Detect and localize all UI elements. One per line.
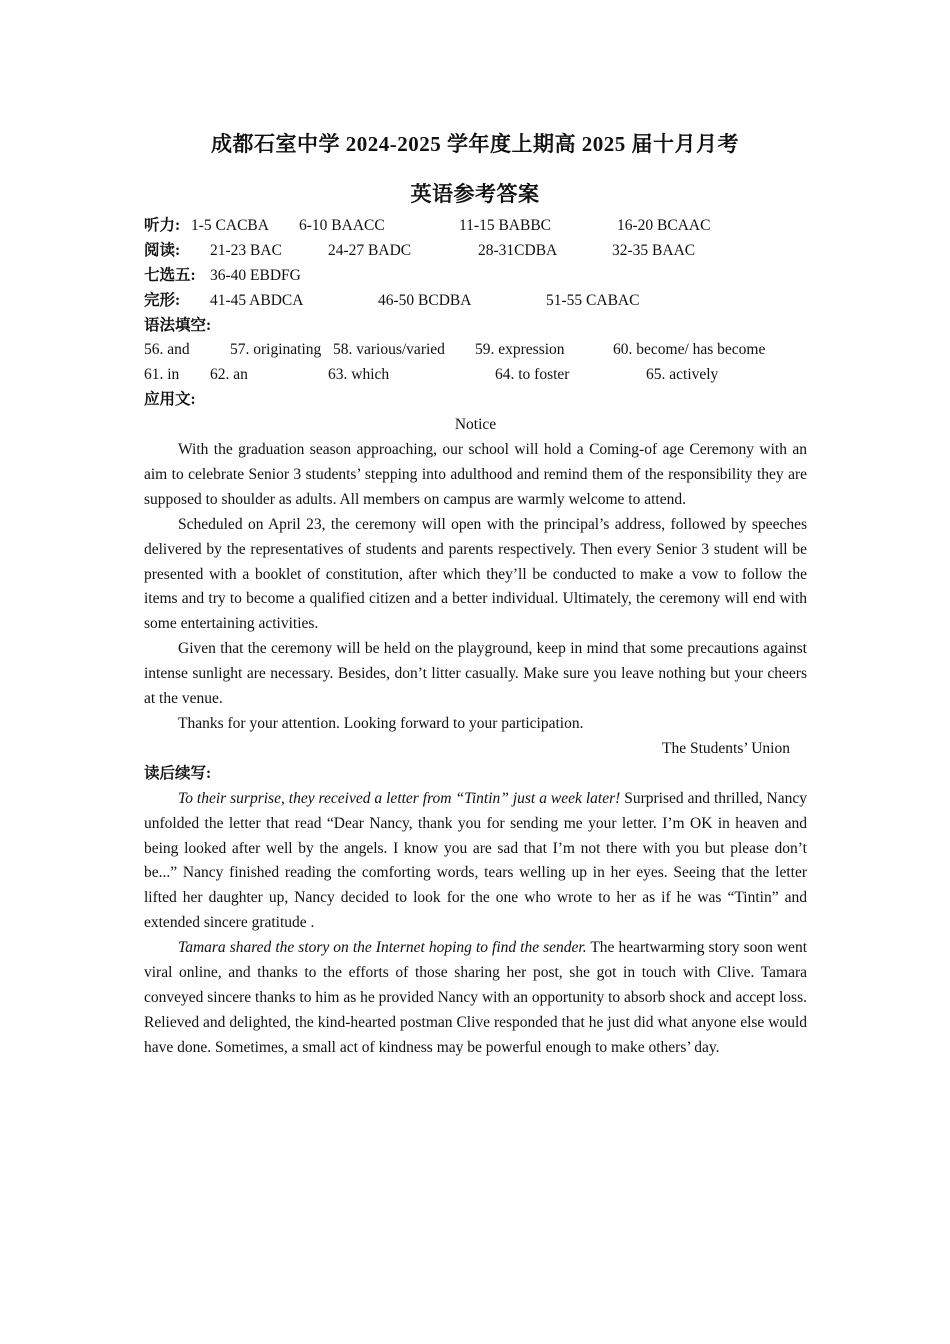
story-paragraph: [144, 787, 807, 936]
cloze-answer: 46-50 BCDBA: [378, 291, 472, 309]
grammar-answer: 57. originating: [230, 341, 322, 359]
listening-answer: 16-20 BCAAC: [617, 217, 711, 234]
listening-answer: 11-15 BABBC: [459, 217, 552, 234]
reading-answer: 21-23 BAC: [210, 241, 282, 259]
listening-label: 听力:: [144, 217, 181, 234]
listening-answer: 1-5 CACBA: [191, 217, 269, 234]
grammar-label: 语法填空:: [144, 316, 212, 334]
reading-row: [144, 239, 807, 264]
cloze-answer: 51-55 CABAC: [546, 291, 640, 309]
continuation-writing-label-row: [144, 762, 807, 787]
reading-answer: 32-35 BAAC: [612, 241, 696, 259]
grammar-answer: 58. various/varied: [333, 341, 445, 359]
reading-answer: 28-31CDBA: [478, 241, 558, 259]
notice-heading: Notice: [454, 416, 497, 434]
listening-answer: 6-10 BAACC: [299, 217, 385, 234]
notice-paragraph: With the graduation season approaching, our school will hold a Coming-of age Ceremony with an aim to celebrate Senior 3 students’ stepping into adulthood and remind them of the responsibility they are supposed to shoulder as adults. All members on campus are warmly welcome to attend.: [144, 441, 807, 508]
applied-writing-label-row: [144, 388, 807, 413]
grammar-answer: 64. to foster: [495, 366, 570, 384]
cloze-label: 完形:: [144, 291, 181, 309]
reading-label: 阅读:: [144, 241, 181, 259]
cloze-row: [144, 289, 807, 314]
answer-content: [144, 214, 807, 1061]
paragraph-lead-sentence: To their surprise, they received a letter from “Tintin” just a week later!: [178, 789, 621, 807]
paragraph-body: Surprised and thrilled, Nancy unfolded the letter that read “Dear Nancy, thank you for sending me your letter. I’m OK in heaven and being looked after well by the angels. I know you are sad that I’m not there with you but please don’t be...” Nancy finished reading the comforting words, tears welling up in her eyes. Seeing that the letter lifted her daughter up, Nancy decided to look for the one who wrote to her as if he was “Tintin” and extended sincere gratitude .: [144, 789, 807, 932]
grammar-row: [144, 338, 807, 363]
grammar-row: [144, 363, 807, 388]
story-paragraph: [144, 936, 807, 1061]
grammar-answer: 61. in: [144, 366, 180, 384]
notice-signature: The Students’ Union: [661, 739, 790, 757]
notice-paragraph: Thanks for your attention. Looking forward to your participation.: [178, 715, 584, 732]
seven-choose-five-label: 七选五:: [144, 266, 196, 284]
paragraph-lead-sentence: Tamara shared the story on the Internet hoping to find the sender.: [178, 939, 587, 957]
grammar-answer: 62. an: [210, 366, 248, 384]
grammar-label-row: [144, 314, 807, 339]
grammar-answer: 56. and: [144, 341, 190, 359]
reading-answer: 24-27 BADC: [328, 241, 412, 259]
listening-row: [144, 214, 807, 239]
seven-choose-five-row: [144, 264, 807, 289]
applied-writing-label: 应用文:: [144, 391, 196, 409]
cloze-answer: 41-45 ABDCA: [210, 291, 304, 309]
grammar-answer: 59. expression: [475, 341, 565, 359]
notice-paragraph: Given that the ceremony will be held on the playground, keep in mind that some precautions against intense sunlight are necessary. Besides, don’t litter casually. Make sure you leave nothing but your cheers at the venue.: [144, 640, 807, 708]
seven-choose-five-answer: 36-40 EBDFG: [210, 266, 301, 284]
grammar-answer: 63. which: [328, 366, 390, 384]
page-title: 成都石室中学 2024-2025 学年度上期高 2025 届十月月考: [211, 132, 739, 156]
grammar-answer: 65. actively: [646, 366, 719, 384]
page-subtitle: 英语参考答案: [410, 182, 540, 206]
paragraph-body: The heartwarming story soon went viral online, and thanks to the efforts of those sharing her post, she got in touch with Clive. Tamara conveyed sincere thanks to him as he provided Nancy with an opportunity to absorb shock and accept loss. Relieved and delighted, the kind-hearted postman Clive responded that he just did what anyone else would have done. Sometimes, a small act of kindness may be powerful enough to make others’ day.: [144, 939, 807, 1056]
continuation-writing-label: 读后续写:: [144, 764, 212, 782]
notice-paragraph: Scheduled on April 23, the ceremony will open with the principal’s address, followed by speeches delivered by the representatives of students and parents respectively. Then every Senior 3 student will be presented with a booklet of constitution, after which they’ll be conducted to make a vow to follow the items and try to become a qualified citizen and a better individual. Ultimately, the ceremony will end with some entertaining activities.: [144, 515, 807, 633]
grammar-answer: 60. become/ has become: [613, 341, 766, 359]
